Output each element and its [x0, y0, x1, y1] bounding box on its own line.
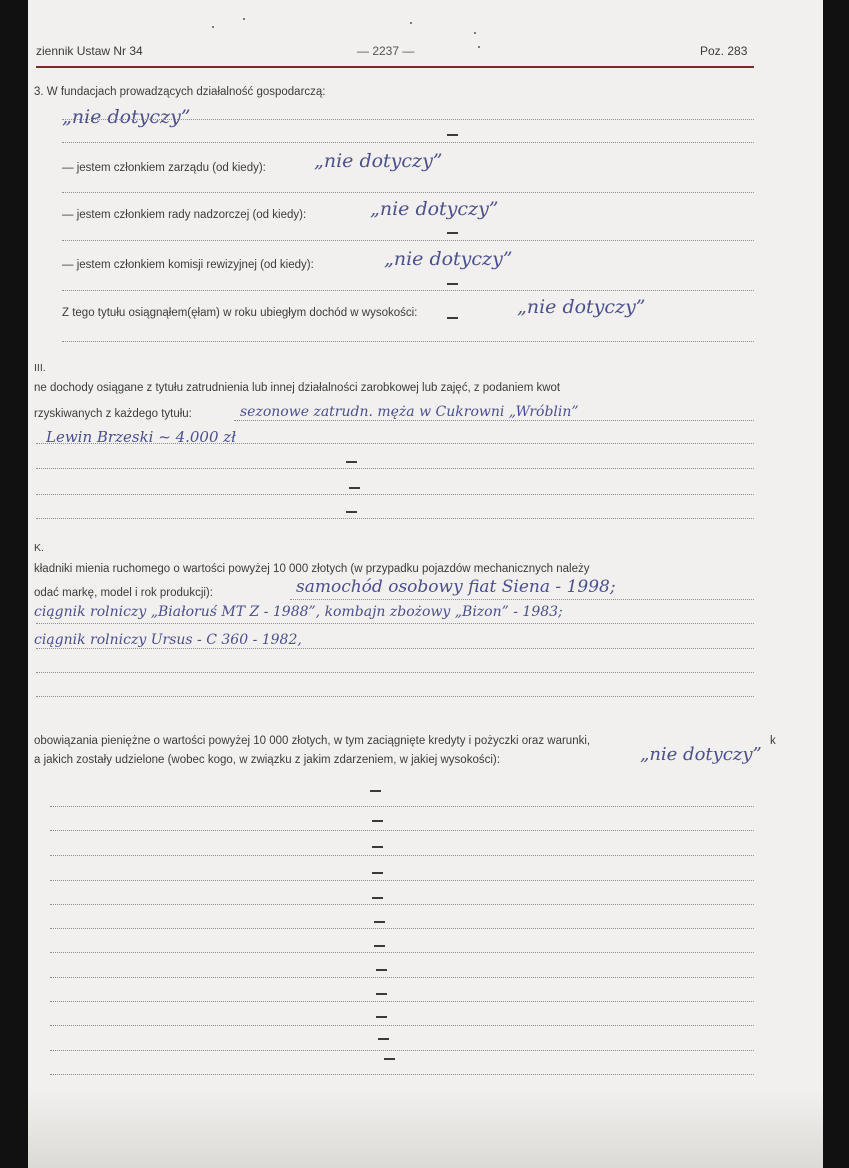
dotted-line	[50, 977, 754, 978]
dash-mark	[370, 790, 381, 792]
income-answer: „nie dotyczy”	[517, 296, 646, 318]
liabilities-answer: „nie dotyczy”	[640, 744, 762, 765]
dash-mark	[447, 317, 458, 319]
section-number-k: K.	[34, 542, 44, 554]
foundations-heading: 3. W fundacjach prowadzących działalność gospodarczą:	[34, 86, 326, 98]
other-income-text-1: ne dochody osiągane z tytułu zatrudnienia lub innej działalności zarobkowej lub zajęć, z podaniem kwot	[34, 382, 561, 394]
liabilities-text-1-end: k	[770, 735, 776, 747]
audit-committee-answer: „nie dotyczy”	[384, 248, 513, 270]
dotted-line	[62, 192, 754, 193]
position-number: Poz. 283	[700, 44, 748, 58]
dotted-line	[62, 341, 754, 342]
dotted-line	[50, 1050, 754, 1051]
dash-mark	[374, 945, 385, 947]
dotted-line	[62, 142, 754, 143]
dotted-line	[36, 468, 754, 469]
scan-speck	[410, 22, 412, 24]
foundations-answer: „nie dotyczy”	[62, 106, 191, 128]
dash-mark	[346, 461, 357, 463]
dotted-line	[36, 623, 754, 624]
scan-right-edge	[823, 0, 849, 1168]
dotted-line	[50, 806, 754, 807]
dash-mark	[372, 846, 383, 848]
dotted-line	[50, 880, 754, 881]
dotted-line	[290, 599, 754, 600]
dash-mark	[372, 872, 383, 874]
dash-mark	[384, 1058, 395, 1060]
liabilities-text-2: a jakich zostały udzielone (wobec kogo, w związku z jakim zdarzeniem, w jakiej wysokości):	[34, 754, 500, 766]
dotted-line	[62, 240, 754, 241]
movables-answer-1: samochód osobowy fiat Siena - 1998;	[296, 577, 616, 597]
dash-mark	[447, 232, 458, 234]
dotted-line	[50, 1074, 754, 1075]
dotted-line	[50, 830, 754, 831]
dotted-line	[50, 1001, 754, 1002]
paper-bottom-shade	[28, 1090, 823, 1168]
dash-mark	[376, 993, 387, 995]
dash-mark	[378, 1038, 389, 1040]
other-income-text-2: rzyskiwanych z każdego tytułu:	[34, 408, 192, 420]
journal-title: ziennik Ustaw Nr 34	[36, 44, 143, 58]
movables-text-2: odać markę, model i rok produkcji):	[34, 587, 213, 599]
supervisory-board-label: — jestem członkiem rady nadzorczej (od kiedy):	[62, 209, 307, 221]
audit-committee-label: — jestem członkiem komisji rewizyjnej (od kiedy):	[62, 259, 314, 271]
scan-left-edge	[0, 0, 28, 1168]
dash-mark	[447, 283, 458, 285]
dotted-line	[36, 443, 754, 444]
dotted-line	[36, 648, 754, 649]
movables-answer-2: ciągnik rolniczy „Białoruś MT Z - 1988”, kombajn zbożowy „Bizon” - 1983;	[34, 604, 563, 620]
dotted-line	[50, 855, 754, 856]
dotted-line	[50, 952, 754, 953]
dotted-line	[50, 928, 754, 929]
dotted-line	[36, 696, 754, 697]
supervisory-board-answer: „nie dotyczy”	[370, 198, 499, 220]
header-rule	[36, 66, 754, 68]
other-income-answer-2: Lewin Brzeski ~ 4.000 zł	[46, 428, 237, 446]
scan-speck	[478, 46, 480, 48]
board-member-label: — jestem członkiem zarządu (od kiedy):	[62, 162, 266, 174]
movables-text-1: kładniki mienia ruchomego o wartości powyżej 10 000 złotych (w przypadku pojazdów mechanicznych należy	[34, 563, 590, 575]
liabilities-text-1: obowiązania pieniężne o wartości powyżej 10 000 złotych, w tym zaciągnięte kredyty i pożyczki oraz warunki,	[34, 735, 591, 747]
dash-mark	[376, 1016, 387, 1018]
dotted-line	[50, 904, 754, 905]
movables-answer-3: ciągnik rolniczy Ursus - C 360 - 1982,	[34, 632, 302, 648]
section-number-iii: III.	[34, 362, 46, 374]
dotted-line	[36, 518, 754, 519]
dotted-line	[50, 1025, 754, 1026]
dash-mark	[349, 487, 360, 489]
dash-mark	[346, 511, 357, 513]
dotted-line	[234, 420, 754, 421]
other-income-answer-1: sezonowe zatrudn. męża w Cukrowni „Wróblin”	[240, 404, 579, 420]
page-number: — 2237 —	[357, 44, 415, 58]
scan-speck	[243, 18, 245, 20]
dash-mark	[372, 820, 383, 822]
board-member-answer: „nie dotyczy”	[314, 150, 443, 172]
dash-mark	[374, 921, 385, 923]
dotted-line	[62, 290, 754, 291]
scan-speck	[474, 32, 476, 34]
dash-mark	[372, 897, 383, 899]
dotted-line	[36, 672, 754, 673]
income-label: Z tego tytułu osiągnąłem(ęłam) w roku ubiegłym dochód w wysokości:	[62, 307, 418, 319]
dotted-line	[62, 119, 754, 120]
dash-mark	[376, 969, 387, 971]
scan-speck	[212, 26, 214, 28]
dotted-line	[36, 494, 754, 495]
dash-mark	[447, 134, 458, 136]
